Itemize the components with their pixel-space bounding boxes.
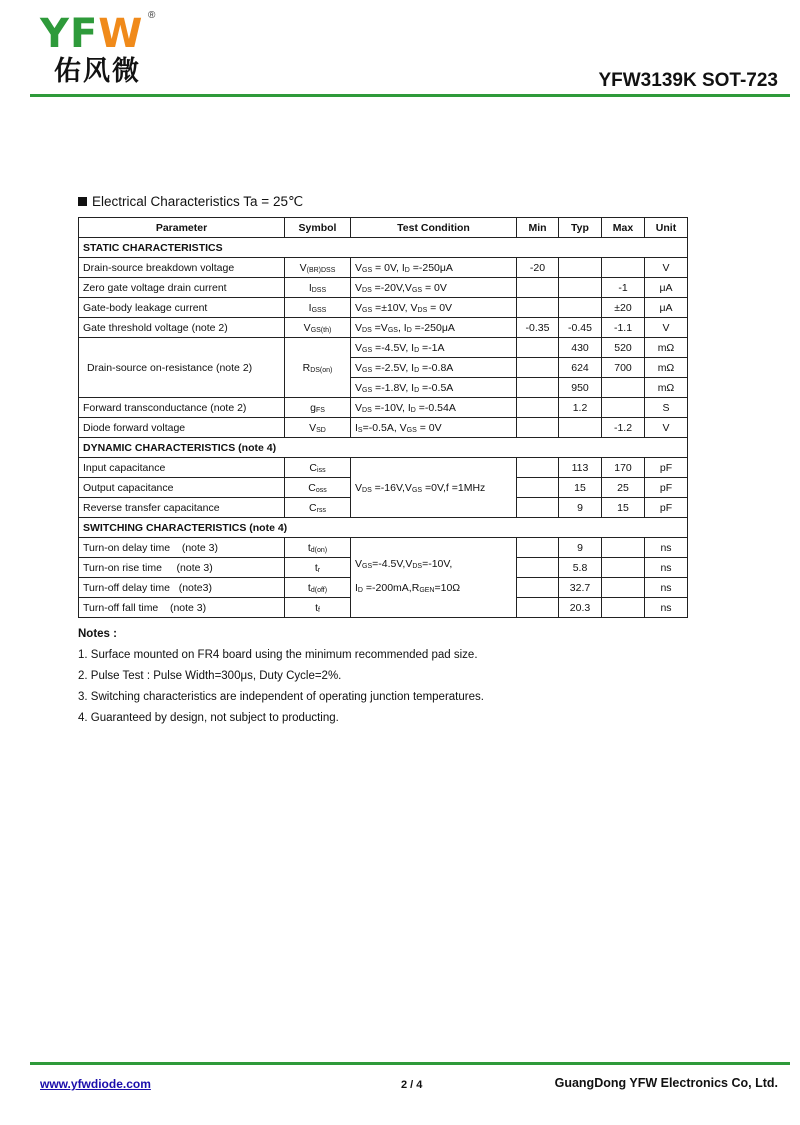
max-cell: 170 xyxy=(602,458,645,478)
typ-cell: 430 xyxy=(559,338,602,358)
section-title-text: Electrical Characteristics Ta = 25℃ xyxy=(92,194,304,209)
electrical-characteristics-table xyxy=(78,217,688,618)
symbol-cell: $g_{FS}$ xyxy=(285,398,351,418)
unit-cell: pF xyxy=(645,478,688,498)
unit-cell: μA xyxy=(645,278,688,298)
condition-cell: $V_{DS} =-16V,V_{GS} =0V,f =1MHz$ xyxy=(351,458,517,518)
note-item: 3. Switching characteristics are independent of operating junction temperatures. xyxy=(78,691,484,703)
max-cell: ±20 xyxy=(602,298,645,318)
min-cell xyxy=(517,298,559,318)
typ-cell: 20.3 xyxy=(559,598,602,618)
min-cell xyxy=(517,338,559,358)
max-cell: 25 xyxy=(602,478,645,498)
static-section-title: STATIC CHARACTERISTICS xyxy=(79,238,688,258)
symbol-cell: $I_{GSS}$ xyxy=(285,298,351,318)
unit-cell: ns xyxy=(645,538,688,558)
condition-cell: $V_{GS} =-1.8V$, $I_D =-0.5A$ xyxy=(351,378,517,398)
typ-cell: 113 xyxy=(559,458,602,478)
section-row xyxy=(79,238,688,258)
section-title xyxy=(78,194,303,210)
param-cell: Output capacitance xyxy=(79,478,285,498)
page-number: 2 / 4 xyxy=(401,1079,423,1091)
param-cell: Input capacitance xyxy=(79,458,285,478)
max-cell xyxy=(602,558,645,578)
note-item: 2. Pulse Test : Pulse Width=300μs, Duty Cycle=2%. xyxy=(78,670,342,682)
registered-mark: ® xyxy=(148,10,156,21)
condition-cell: $V_{GS} =\pm 10V$, $V_{DS} = 0V$ xyxy=(351,298,517,318)
param-cell: Drain-source on-resistance (note 2) xyxy=(79,338,285,398)
unit-cell: S xyxy=(645,398,688,418)
unit-cell: ns xyxy=(645,598,688,618)
unit-cell: V xyxy=(645,318,688,338)
table-row xyxy=(79,338,688,358)
column-header: Unit xyxy=(645,218,688,238)
column-header: Parameter xyxy=(79,218,285,238)
min-cell xyxy=(517,378,559,398)
table-row xyxy=(79,538,688,558)
symbol-cell: $V_{(BR)DSS}$ xyxy=(285,258,351,278)
param-cell: Zero gate voltage drain current xyxy=(79,278,285,298)
symbol-cell: $t_r$ xyxy=(285,558,351,578)
param-cell: Turn-off fall time (note 3) xyxy=(79,598,285,618)
unit-cell: mΩ xyxy=(645,378,688,398)
condition-cell: $V_{DS} =-20V,V_{GS} = 0V$ xyxy=(351,278,517,298)
param-cell: Diode forward voltage xyxy=(79,418,285,438)
condition-cell: $V_{GS} =-2.5V$, $I_D =-0.8A$ xyxy=(351,358,517,378)
unit-cell: pF xyxy=(645,458,688,478)
typ-cell: 950 xyxy=(559,378,602,398)
table-row xyxy=(79,298,688,318)
table-header-row xyxy=(79,218,688,238)
notes-title: Notes : xyxy=(78,628,117,640)
symbol-cell: $t_{d(off)}$ xyxy=(285,578,351,598)
typ-cell xyxy=(559,278,602,298)
max-cell: 700 xyxy=(602,358,645,378)
header-divider xyxy=(30,94,790,97)
max-cell xyxy=(602,538,645,558)
unit-cell: μA xyxy=(645,298,688,318)
min-cell xyxy=(517,398,559,418)
param-cell: Turn-on delay time (note 3) xyxy=(79,538,285,558)
param-cell: Forward transconductance (note 2) xyxy=(79,398,285,418)
condition-cell: $V_{DS} =-10V$, $I_D =-0.54A$ xyxy=(351,398,517,418)
document-title: YFW3139K SOT-723 xyxy=(598,70,778,91)
logo-letters-a: YF xyxy=(40,11,99,57)
max-cell: 520 xyxy=(602,338,645,358)
note-item: 1. Surface mounted on FR4 board using the minimum recommended pad size. xyxy=(78,649,478,661)
symbol-cell: $C_{rss}$ xyxy=(285,498,351,518)
typ-cell: 15 xyxy=(559,478,602,498)
max-cell xyxy=(602,258,645,278)
column-header: Symbol xyxy=(285,218,351,238)
table-row xyxy=(79,458,688,478)
typ-cell: 624 xyxy=(559,358,602,378)
column-header: Min xyxy=(517,218,559,238)
min-cell xyxy=(517,558,559,578)
min-cell xyxy=(517,458,559,478)
min-cell xyxy=(517,538,559,558)
table-row xyxy=(79,418,688,438)
column-header: Typ xyxy=(559,218,602,238)
typ-cell xyxy=(559,258,602,278)
symbol-cell: $t_f$ xyxy=(285,598,351,618)
company-logo xyxy=(40,10,170,90)
param-cell: Turn-off delay time (note3) xyxy=(79,578,285,598)
section-row xyxy=(79,518,688,538)
square-bullet-icon xyxy=(78,197,87,206)
param-cell: Drain-source breakdown voltage xyxy=(79,258,285,278)
unit-cell: mΩ xyxy=(645,338,688,358)
symbol-cell: $C_{iss}$ xyxy=(285,458,351,478)
table-row xyxy=(79,258,688,278)
min-cell xyxy=(517,478,559,498)
condition-cell: $V_{GS}=-4.5V,V_{DS}=-10V$, $I_D =-200mA,R_{GEN}=10\Omega$ xyxy=(351,538,517,618)
column-header: Max xyxy=(602,218,645,238)
min-cell xyxy=(517,598,559,618)
param-cell: Reverse transfer capacitance xyxy=(79,498,285,518)
max-cell xyxy=(602,598,645,618)
unit-cell: V xyxy=(645,418,688,438)
max-cell xyxy=(602,398,645,418)
min-cell: -20 xyxy=(517,258,559,278)
unit-cell: pF xyxy=(645,498,688,518)
typ-cell: 9 xyxy=(559,538,602,558)
column-header: Test Condition xyxy=(351,218,517,238)
company-name: GuangDong YFW Electronics Co, Ltd. xyxy=(554,1076,778,1090)
unit-cell: ns xyxy=(645,558,688,578)
condition-cell: $V_{GS} =-4.5V$, $I_D =-1A$ xyxy=(351,338,517,358)
unit-cell: V xyxy=(645,258,688,278)
param-cell: Gate threshold voltage (note 2) xyxy=(79,318,285,338)
symbol-cell: $R_{DS(on)}$ xyxy=(285,338,351,398)
max-cell: -1.1 xyxy=(602,318,645,338)
max-cell xyxy=(602,578,645,598)
logo-letters xyxy=(40,12,143,56)
typ-cell xyxy=(559,298,602,318)
section-row xyxy=(79,438,688,458)
table-row xyxy=(79,318,688,338)
logo-letters-b: W xyxy=(98,11,144,57)
symbol-cell: $I_{DSS}$ xyxy=(285,278,351,298)
typ-cell: -0.45 xyxy=(559,318,602,338)
condition-cell: $V_{DS} =V_{GS}$, $I_D =-250\mu A$ xyxy=(351,318,517,338)
dynamic-section-title: DYNAMIC CHARACTERISTICS (note 4) xyxy=(79,438,688,458)
table-row xyxy=(79,278,688,298)
min-cell: -0.35 xyxy=(517,318,559,338)
typ-cell: 9 xyxy=(559,498,602,518)
condition-cell: $I_S=-0.5A$, $V_{GS} = 0V$ xyxy=(351,418,517,438)
min-cell xyxy=(517,358,559,378)
symbol-cell: $t_{d(on)}$ xyxy=(285,538,351,558)
logo-chinese-name: 佑风微 xyxy=(54,56,141,87)
unit-cell: mΩ xyxy=(645,358,688,378)
param-cell: Turn-on rise time (note 3) xyxy=(79,558,285,578)
param-cell: Gate-body leakage current xyxy=(79,298,285,318)
switching-section-title: SWITCHING CHARACTERISTICS (note 4) xyxy=(79,518,688,538)
min-cell xyxy=(517,578,559,598)
typ-cell: 5.8 xyxy=(559,558,602,578)
symbol-cell: $V_{SD}$ xyxy=(285,418,351,438)
max-cell: -1 xyxy=(602,278,645,298)
symbol-cell: $V_{GS(th)}$ xyxy=(285,318,351,338)
notes-block xyxy=(78,624,484,729)
typ-cell: 32.7 xyxy=(559,578,602,598)
max-cell: 15 xyxy=(602,498,645,518)
typ-cell xyxy=(559,418,602,438)
max-cell xyxy=(602,378,645,398)
min-cell xyxy=(517,278,559,298)
website-link[interactable]: www.yfwdiode.com xyxy=(40,1077,151,1091)
symbol-cell: $C_{oss}$ xyxy=(285,478,351,498)
footer-divider xyxy=(30,1062,790,1065)
min-cell xyxy=(517,498,559,518)
note-item: 4. Guaranteed by design, not subject to producting. xyxy=(78,712,339,724)
table-row xyxy=(79,398,688,418)
max-cell: -1.2 xyxy=(602,418,645,438)
typ-cell: 1.2 xyxy=(559,398,602,418)
min-cell xyxy=(517,418,559,438)
unit-cell: ns xyxy=(645,578,688,598)
condition-cell: $V_{GS} = 0V$, $I_D =-250\mu A$ xyxy=(351,258,517,278)
